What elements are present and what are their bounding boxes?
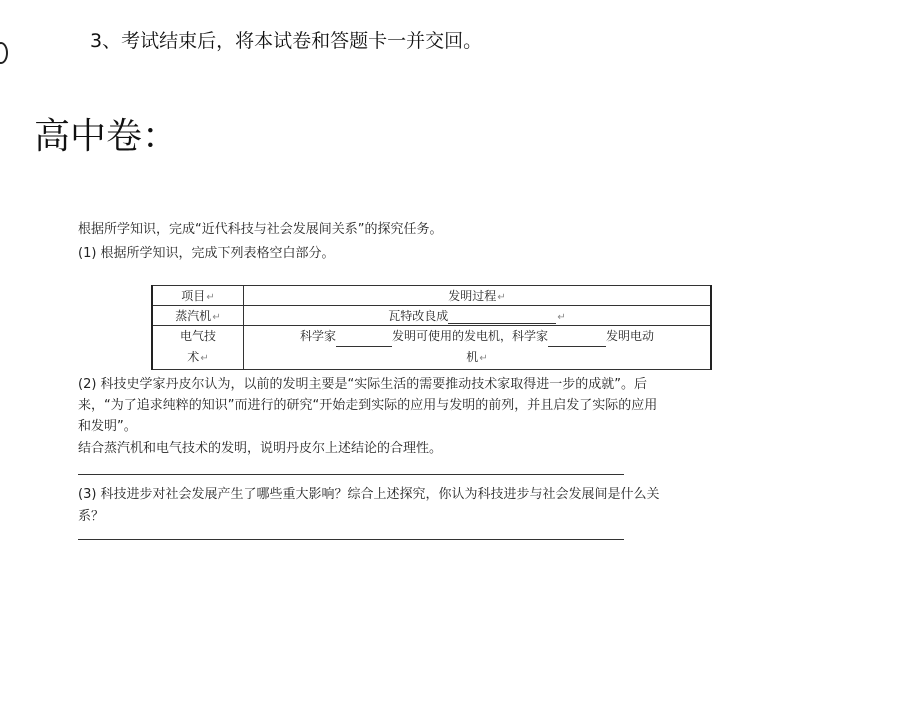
invention-table [151,285,712,370]
question-part-1: (1) 根据所学知识，完成下列表格空白部分。 [78,246,335,261]
table-cell-electric-tech: 电气技 术↵ [152,326,244,370]
question-part-2-line: 来，“为了追求纯粹的知识”而进行的研究“开始走到实际的应用与发明的前列，并且启发了实际的应用 [78,398,658,413]
table-cell-steam-process: 瓦特改良成 ↵ [244,306,712,326]
question-part-3-line: (3) 科技进步对社会发展产生了哪些重大影响？综合上述探究，你认为科技进步与社会发展间是什么关 [78,487,660,502]
cropped-text-line [120,0,640,4]
section-title: 高中卷： [34,116,179,157]
question-part-3-line: 系？ [78,509,105,524]
question-part-2-line: 和发明”。 [78,419,137,434]
question-intro: 根据所学知识，完成“近代科技与社会发展间关系”的探究任务。 [78,222,443,237]
answer-line[interactable] [78,539,624,540]
question-part-2-line: 结合蒸汽机和电气技术的发明，说明丹皮尔上述结论的合理性。 [78,441,443,456]
table-row [152,306,711,326]
margin-mark [0,42,8,64]
table-header-process: 发明过程↵ [244,286,712,306]
table-row [152,286,711,306]
table-row [152,326,711,370]
table-cell-steam-engine: 蒸汽机↵ [152,306,244,326]
table-header-item: 项目↵ [152,286,244,306]
question-part-2-line: (2) 科技史学家丹皮尔认为，以前的发明主要是“实际生活的需要推动技术家取得进一步的成就”。后 [78,377,648,392]
answer-blank[interactable] [548,332,606,347]
exam-instruction: 3、考试结束后，将本试卷和答题卡一并交回。 [90,30,483,52]
answer-blank[interactable] [448,309,556,324]
table-cell-electric-process: 科学家 发明可使用的发电机，科学家 发明电动 机↵ [244,326,712,370]
answer-line[interactable] [78,474,624,475]
answer-blank[interactable] [336,332,392,347]
